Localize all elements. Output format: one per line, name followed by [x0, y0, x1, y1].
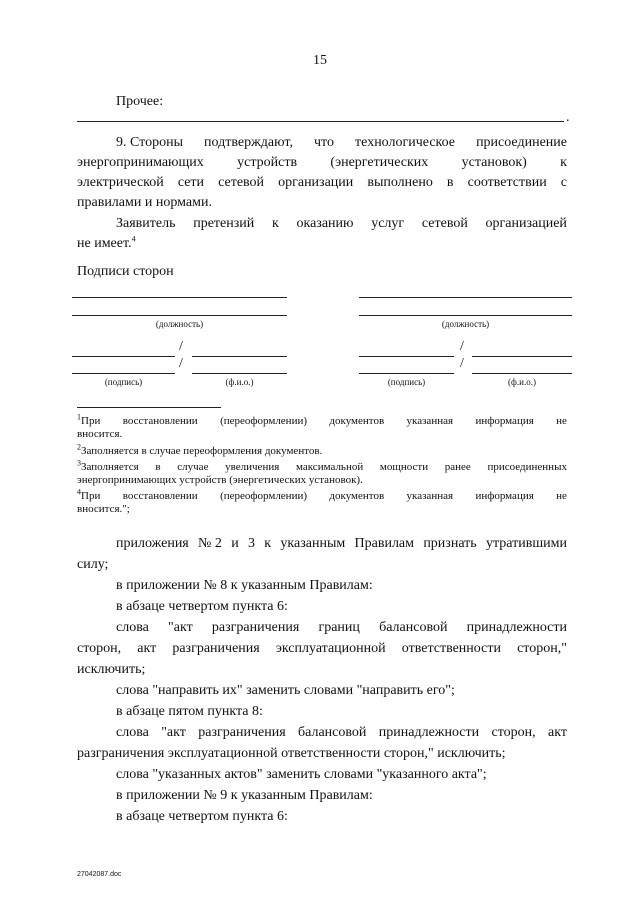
other-label: Прочее:: [116, 94, 164, 109]
word: Правилам: [354, 536, 415, 551]
word: сторон,: [491, 725, 536, 740]
page-number: 15: [313, 53, 327, 68]
word: акт: [548, 725, 567, 740]
word: разграничения: [198, 725, 286, 740]
right-signature-line-2: [359, 373, 454, 374]
body-line-10: [77, 722, 567, 743]
left-name-line-1: [192, 356, 287, 357]
footnote-4-line-1: [77, 487, 567, 503]
word: документов: [329, 415, 385, 427]
paragraph-9: [77, 133, 567, 213]
word: (переоформлении): [220, 490, 308, 502]
word: увеличения: [225, 461, 280, 473]
word: не: [556, 415, 567, 427]
right-name-line-2: [472, 373, 572, 374]
paragraph-9-line-2: [77, 153, 567, 173]
right-slash-1: /: [460, 339, 464, 354]
right-position-caption: (должность): [441, 319, 490, 329]
claims-line-1: [77, 214, 567, 234]
right-name-caption: (ф.и.о.): [508, 377, 536, 387]
body-line-2: силу;: [77, 557, 109, 572]
footnote-1-line-1: [77, 412, 567, 428]
left-position-line-2: [72, 315, 287, 316]
footnote-separator: [77, 407, 221, 408]
body-line-11: разграничения эксплуатационной ответственности сторон," исключить;: [77, 746, 506, 761]
claims-text: не имеет.: [77, 236, 132, 251]
footnote-mark: 3: [77, 458, 81, 468]
word: При: [81, 490, 101, 502]
word: ранее: [444, 461, 471, 473]
word: технологическое: [355, 135, 456, 150]
body-line-4: в абзаце четвертом пункта 6:: [116, 599, 288, 614]
word: претензий: [193, 216, 255, 231]
right-name-line-1: [472, 356, 572, 357]
word: не: [556, 490, 567, 502]
word: в: [446, 175, 454, 190]
left-position-caption: (должность): [155, 319, 204, 329]
word: При: [81, 415, 101, 427]
word: к: [271, 216, 279, 231]
footnote-4-line-2: вносится.";: [77, 503, 130, 515]
signatures-title: Подписи сторон: [77, 264, 174, 279]
word: сети: [177, 175, 205, 190]
body-line-9: в абзаце пятом пункта 8:: [116, 704, 263, 719]
word: к: [264, 536, 272, 551]
word: установок): [461, 155, 527, 170]
word: организацией: [485, 216, 567, 231]
body-line-8: слова "направить их" заменить словами "направить его";: [116, 683, 455, 698]
word: что: [314, 135, 334, 150]
right-signature-caption: (подпись): [387, 377, 426, 387]
claims-line-2: [77, 234, 567, 254]
paragraph-9-line-3: [77, 173, 567, 193]
word: выполнено: [367, 175, 433, 190]
word: подтверждают,: [204, 135, 293, 150]
word: приложения: [116, 536, 189, 551]
word: сетевой: [218, 175, 265, 190]
footer-file-code: 27042087.doc: [77, 871, 122, 878]
body-line-6: [77, 638, 567, 659]
left-name-line-2: [192, 373, 287, 374]
word: разграничения: [211, 620, 300, 635]
footnote-3-line-1: [77, 458, 567, 474]
other-end-dot: .: [566, 110, 570, 125]
paragraph-9-line-4: правилами и нормами.: [77, 195, 212, 210]
word: к: [560, 155, 567, 170]
word: и: [231, 536, 239, 551]
word: электрической: [77, 175, 164, 190]
word: присоединенных: [487, 461, 567, 473]
word: 9. Стороны: [116, 135, 183, 150]
word: в: [155, 461, 161, 473]
left-name-caption: (ф.и.о.): [225, 377, 254, 387]
paragraph-9-line-1: [77, 133, 567, 153]
word: сторон,: [77, 641, 122, 656]
body-line-3: в приложении № 8 к указанным Правилам:: [116, 578, 373, 593]
word: (переоформлении): [220, 415, 308, 427]
word: случае: [177, 461, 209, 473]
right-slash-2: /: [460, 356, 464, 371]
footnote-3-line-2: энергопринимающих устройств (энергетических установок).: [77, 474, 363, 486]
footnote-mark: 4: [77, 487, 81, 497]
other-fill-line: [77, 121, 564, 122]
body-line-5: [77, 617, 567, 638]
footnote-3: [77, 458, 567, 487]
body-line-13: в приложении № 9 к указанным Правилам:: [116, 788, 373, 803]
word: признать: [423, 536, 477, 551]
footnote-3-first: [77, 458, 139, 474]
footnote-1: [77, 412, 567, 441]
left-signature-caption: (подпись): [104, 377, 143, 387]
body-text: [77, 533, 567, 827]
word: документов: [329, 490, 385, 502]
word: максимальной: [295, 461, 364, 473]
word: утратившими: [485, 536, 567, 551]
claims-paragraph: [77, 214, 567, 254]
word: указанная: [406, 415, 454, 427]
word: сетевой: [421, 216, 468, 231]
word: разграничения: [172, 641, 260, 656]
word: оказанию: [296, 216, 354, 231]
footnote-4: [77, 487, 567, 516]
footnotes: [77, 412, 567, 516]
word: 3: [248, 536, 255, 551]
word: слова: [116, 725, 149, 740]
footnote-1-first: [77, 412, 101, 428]
footnote-2-text: Заполняется в случае переоформления документов.: [81, 445, 323, 457]
word: "акт: [168, 620, 193, 635]
right-signature-line-1: [359, 356, 454, 357]
word: энергопринимающих: [77, 155, 204, 170]
word: акт: [137, 641, 157, 656]
word: устройств: [237, 155, 298, 170]
word: ответственности: [401, 641, 501, 656]
word: соответствии: [467, 175, 547, 190]
word: (энергетических: [330, 155, 429, 170]
right-position-line-1: [359, 297, 572, 298]
footnote-2: [77, 442, 567, 458]
word: принадлежности: [378, 725, 480, 740]
left-signature-line-2: [72, 373, 175, 374]
body-line-7: исключить;: [77, 662, 146, 677]
word: границ: [318, 620, 360, 635]
word: указанным: [280, 536, 346, 551]
word: информация: [475, 490, 534, 502]
word: организации: [278, 175, 354, 190]
left-slash-1: /: [179, 339, 183, 354]
word: "акт: [161, 725, 186, 740]
word: с: [560, 175, 567, 190]
word: услуг: [371, 216, 405, 231]
left-slash-2: /: [179, 356, 183, 371]
word: принадлежности: [466, 620, 567, 635]
right-position-line-2: [359, 315, 572, 316]
left-position-line-1: [72, 297, 287, 298]
word: сторон,": [517, 641, 567, 656]
footnote-ref-4: 4: [131, 234, 136, 244]
word: балансовой: [379, 620, 448, 635]
word: восстановлении: [122, 490, 198, 502]
body-line-1: [77, 533, 567, 554]
body-line-12: слова "указанных актов" заменить словами "указанного акта";: [116, 767, 487, 782]
body-line-14: в абзаце четвертом пункта 6:: [116, 809, 288, 824]
word: № 2: [198, 536, 222, 551]
word: указанная: [406, 490, 454, 502]
footnote-mark: 2: [77, 442, 81, 452]
footnote-1-line-2: вносится.: [77, 428, 123, 440]
word: Заполняется: [81, 461, 139, 473]
word: эксплуатационной: [275, 641, 386, 656]
word: Заявитель: [116, 216, 176, 231]
word: восстановлении: [122, 415, 198, 427]
left-signature-line-1: [72, 356, 175, 357]
word: слова: [116, 620, 149, 635]
word: балансовой: [298, 725, 367, 740]
footnote-mark: 1: [77, 412, 81, 422]
word: мощности: [379, 461, 429, 473]
word: присоединение: [476, 135, 567, 150]
footnote-4-first: [77, 487, 101, 503]
word: информация: [475, 415, 534, 427]
